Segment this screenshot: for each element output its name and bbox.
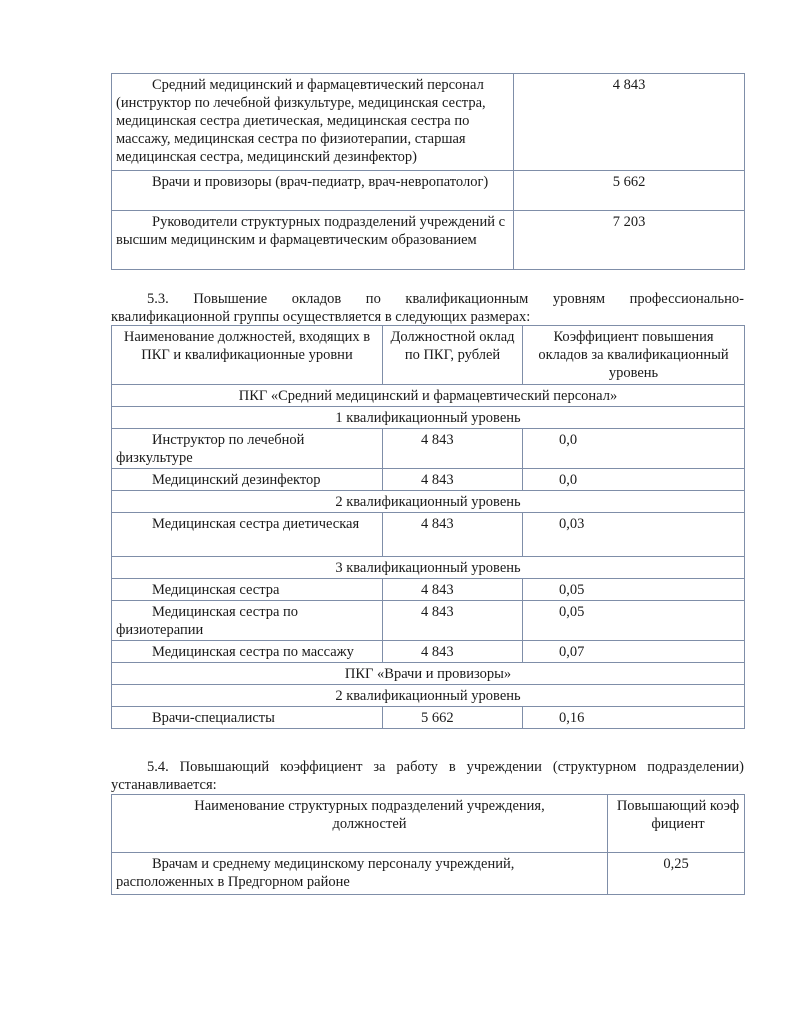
section-5-3-line-1: 5.3. Повышение окладов по квалификационным уровням профессионально- [147, 291, 744, 307]
table-header-row [112, 326, 745, 385]
level-row [112, 557, 745, 579]
position-name: Медицинская сестра диетическая [112, 513, 383, 557]
table-row [112, 429, 745, 469]
header-position-name: Наименование должностей, входящих в ПКГ и квалификационные уровни [112, 326, 383, 385]
table-row [112, 853, 745, 895]
salary-value: 4 843 [383, 429, 523, 469]
table-row [112, 641, 745, 663]
table-row [112, 469, 745, 491]
coefficient-table [111, 325, 745, 729]
position-name: Медицинская сестра [112, 579, 383, 601]
header-increasing-coefficient: Повышающий коэффициент [608, 795, 745, 853]
coefficient-value: 0,05 [523, 601, 745, 641]
position-name: Медицинская сестра по массажу [112, 641, 383, 663]
salary-value: 4 843 [383, 601, 523, 641]
level-row [112, 685, 745, 707]
table-row [112, 707, 745, 729]
salary-cell: 4 843 [514, 74, 745, 171]
position-group-cell: Руководители структурных подразделений учреждений с высшим медицинским и фармацевтическим образованием [112, 211, 514, 270]
coefficient-value: 0,03 [523, 513, 745, 557]
coefficient-value: 0,05 [523, 579, 745, 601]
salary-cell: 5 662 [514, 171, 745, 211]
position-name: Медицинский дезинфектор [112, 469, 383, 491]
level-title: 2 квалификационный уровень [112, 685, 745, 707]
section-5-3-line-2: квалификационной группы осуществляется в следующих размерах: [111, 309, 531, 325]
position-group-cell: Врачи и провизоры (врач-педиатр, врач-невропатолог) [112, 171, 514, 211]
position-name: Медицинская сестра по физиотерапии [112, 601, 383, 641]
salary-value: 4 843 [383, 469, 523, 491]
table-row [112, 601, 745, 641]
section-5-4-body: 5.4. Повышающий коэффициент за работу в учреждении (структурном подразделении) устанавливается: [111, 759, 744, 793]
coefficient-value: 0,0 [523, 429, 745, 469]
group-row [112, 385, 745, 407]
table-row [112, 74, 745, 171]
salary-value: 4 843 [383, 641, 523, 663]
salary-value: 5 662 [383, 707, 523, 729]
salary-value: 4 843 [383, 579, 523, 601]
level-title: 3 квалификационный уровень [112, 557, 745, 579]
level-title: 1 квалификационный уровень [112, 407, 745, 429]
header-division-name: Наименование структурных подразделений учреждения, должностей [112, 795, 608, 853]
level-title: 2 квалификационный уровень [112, 491, 745, 513]
coefficient-value: 0,0 [523, 469, 745, 491]
level-row [112, 491, 745, 513]
section-5-3-text [111, 290, 744, 326]
salary-cell: 7 203 [514, 211, 745, 270]
section-5-4-text [111, 758, 744, 794]
group-title: ПКГ «Врачи и провизоры» [112, 663, 745, 685]
header-salary: Должностной оклад по ПКГ, рублей [383, 326, 523, 385]
increasing-coefficient-table [111, 794, 745, 895]
coefficient-value: 0,07 [523, 641, 745, 663]
salary-table [111, 73, 745, 270]
table-row [112, 579, 745, 601]
position-name: Врачи-специалисты [112, 707, 383, 729]
level-row [112, 407, 745, 429]
salary-value: 4 843 [383, 513, 523, 557]
position-group-cell: Средний медицинский и фармацевтический персонал (инструктор по лечебной физкультуре, медицинская сестра, медицинская сестра диетическая, медицинская сестра по массажу, медицинская сестра по физиотерапии, старшая медицинская сестра, медицинский дезинфектор) [112, 74, 514, 171]
division-name: Врачам и среднему медицинскому персоналу учреждений, расположенных в Предгорном районе [112, 853, 608, 895]
increasing-coefficient-value: 0,25 [608, 853, 745, 895]
table-row [112, 513, 745, 557]
position-name: Инструктор по лечебной физкультуре [112, 429, 383, 469]
group-title: ПКГ «Средний медицинский и фармацевтический персонал» [112, 385, 745, 407]
table-row [112, 171, 745, 211]
coefficient-value: 0,16 [523, 707, 745, 729]
table-header-row [112, 795, 745, 853]
header-coefficient: Коэффициент повышения окладов за квалификационный уровень [523, 326, 745, 385]
table-row [112, 211, 745, 270]
group-row [112, 663, 745, 685]
